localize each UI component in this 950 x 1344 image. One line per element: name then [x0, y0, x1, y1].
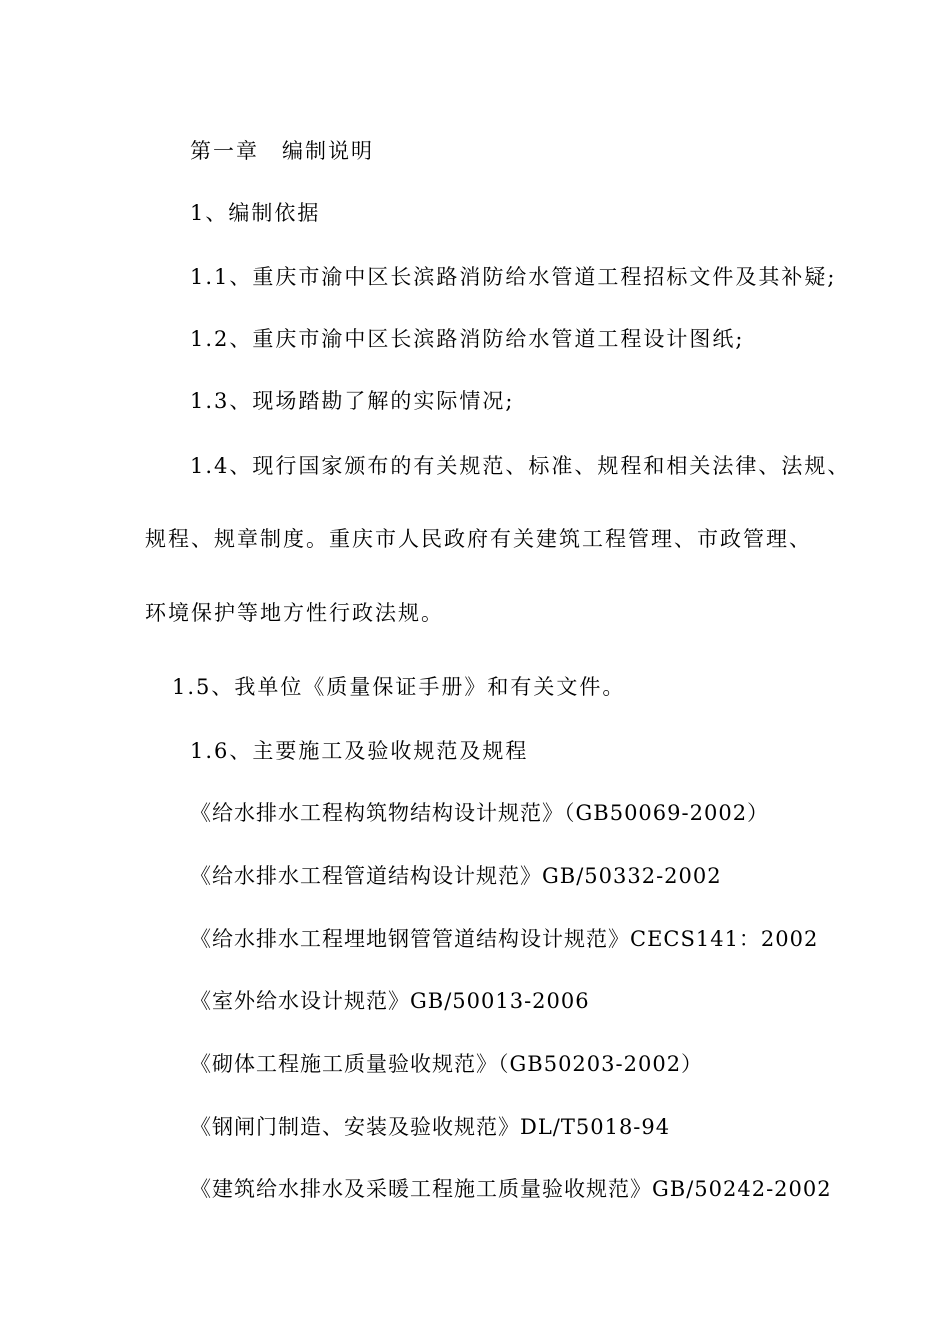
standard-item: 《建筑给水排水及采暖工程施工质量验收规范》GB/50242-2002 — [190, 1177, 832, 1201]
item-1-3: 1.3、现场踏勘了解的实际情况; — [190, 389, 515, 413]
item-1-5: 1.5、我单位《质量保证手册》和有关文件。 — [172, 675, 626, 699]
chapter-title: 第一章 编制说明 — [190, 139, 374, 163]
standard-item: 《砌体工程施工质量验收规范》（GB50203-2002） — [190, 1052, 704, 1076]
item-1-1: 1.1、重庆市渝中区长滨路消防给水管道工程招标文件及其补疑; — [190, 265, 837, 289]
section-heading-basis: 1、编制依据 — [190, 201, 321, 225]
item-1-6: 1.6、主要施工及验收规范及规程 — [190, 739, 529, 763]
item-1-2: 1.2、重庆市渝中区长滨路消防给水管道工程设计图纸; — [190, 327, 745, 351]
standard-item: 《钢闸门制造、安装及验收规范》DL/T5018-94 — [190, 1115, 671, 1139]
standard-item: 《给水排水工程埋地钢管管道结构设计规范》CECS141：2002 — [190, 927, 819, 951]
standard-item: 《给水排水工程管道结构设计规范》GB/50332-2002 — [190, 864, 722, 888]
item-1-4-line-3: 环境保护等地方性行政法规。 — [145, 601, 444, 625]
standard-item: 《给水排水工程构筑物结构设计规范》（GB50069-2002） — [190, 801, 770, 825]
standard-item: 《室外给水设计规范》GB/50013-2006 — [190, 989, 590, 1013]
item-1-4-line-1: 1.4、现行国家颁布的有关规范、标准、规程和相关法律、法规、 — [190, 454, 851, 478]
item-1-4-line-2: 规程、规章制度。重庆市人民政府有关建筑工程管理、市政管理、 — [145, 527, 812, 551]
